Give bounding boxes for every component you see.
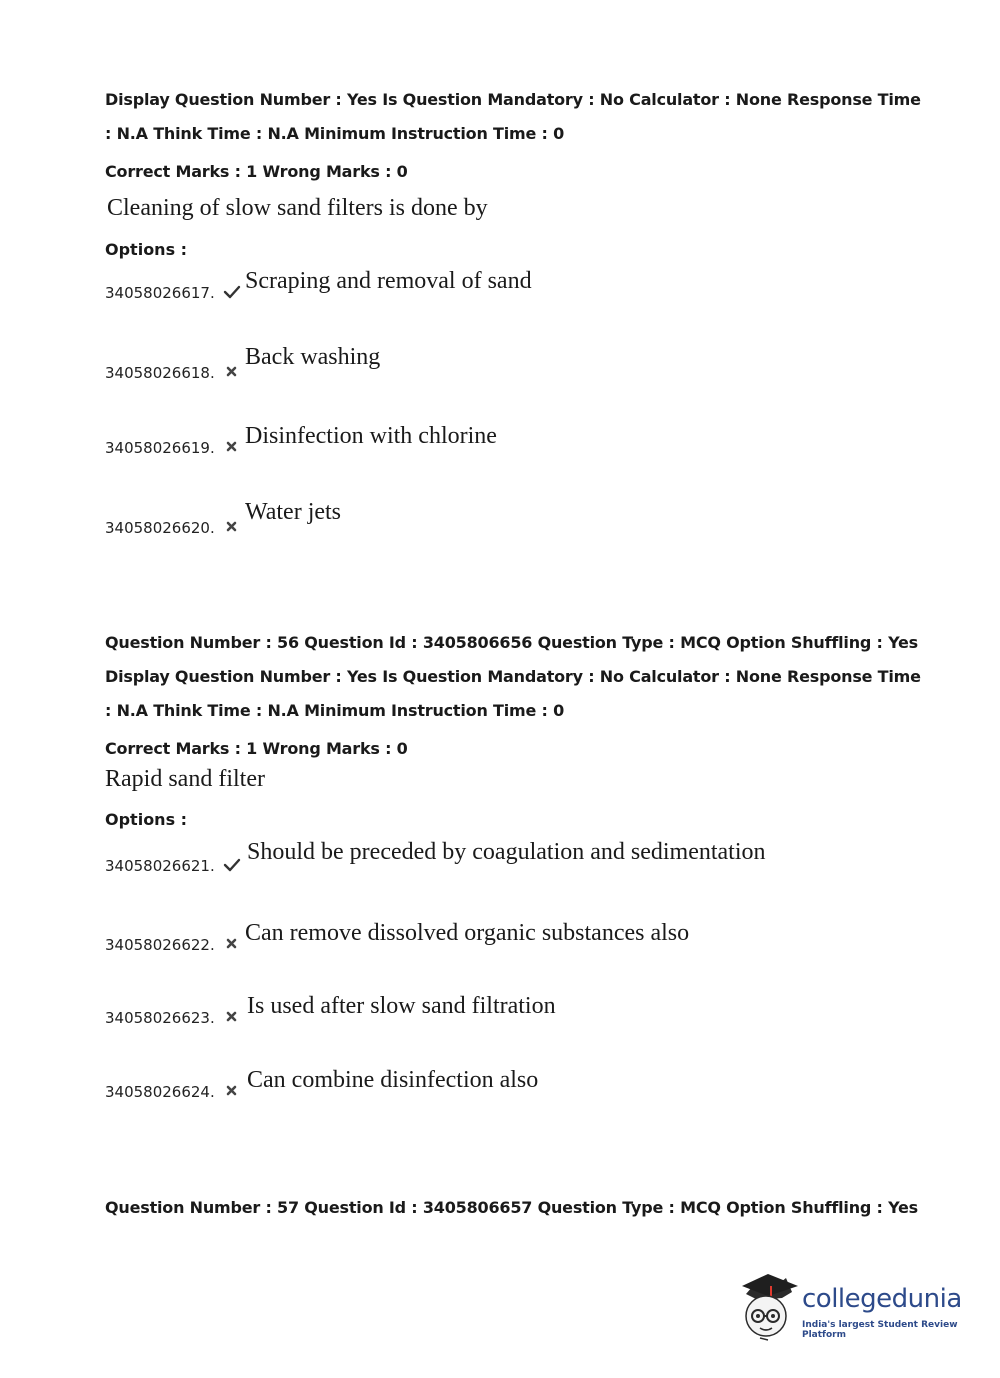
cross-icon: [223, 936, 241, 952]
marks-line: Correct Marks : 1 Wrong Marks : 0: [105, 739, 408, 758]
option-id: 34058026624.: [105, 1083, 215, 1101]
cross-icon: [223, 1083, 241, 1099]
option-text: Water jets: [245, 499, 342, 525]
check-icon: [223, 857, 241, 873]
option-id: 34058026620.: [105, 519, 215, 537]
options-label: Options :: [105, 240, 188, 259]
option-item: [105, 1061, 905, 1101]
options-label: Options :: [105, 810, 188, 829]
cross-icon: [223, 439, 241, 455]
collegedunia-logo[interactable]: [740, 1272, 970, 1342]
option-item: [105, 987, 905, 1027]
logo-wordmark: collegedunia: [802, 1284, 962, 1314]
option-text: Scraping and removal of sand: [245, 268, 532, 294]
option-id: 34058026621.: [105, 857, 215, 875]
option-text: Should be preceded by coagulation and sedimentation: [247, 839, 766, 865]
marks-line: Correct Marks : 1 Wrong Marks : 0: [105, 162, 408, 181]
meta-line: : N.A Think Time : N.A Minimum Instruction Time : 0: [105, 701, 565, 720]
option-id: 34058026618.: [105, 364, 215, 382]
option-item: [105, 914, 905, 954]
meta-line: Display Question Number : Yes Is Question Mandatory : No Calculator : None Response Time: [105, 667, 921, 686]
question-meta: [105, 1191, 925, 1225]
meta-line: Display Question Number : Yes Is Question Mandatory : No Calculator : None Response Time: [105, 90, 921, 109]
option-id: 34058026622.: [105, 936, 215, 954]
mascot-icon: [740, 1272, 800, 1344]
option-id: 34058026623.: [105, 1009, 215, 1027]
option-id: 34058026619.: [105, 439, 215, 457]
cross-icon: [223, 1009, 241, 1025]
question-text: Cleaning of slow sand filters is done by: [107, 195, 488, 221]
option-item: [105, 417, 905, 457]
cross-icon: [223, 519, 241, 535]
question-meta: [105, 626, 925, 766]
option-item: [105, 497, 905, 537]
question-meta: [105, 83, 925, 189]
option-text: Can remove dissolved organic substances also: [245, 920, 690, 946]
option-item: [105, 835, 905, 875]
meta-line: : N.A Think Time : N.A Minimum Instruction Time : 0: [105, 124, 565, 143]
option-text: Can combine disinfection also: [247, 1067, 539, 1093]
check-icon: [223, 284, 241, 300]
option-text: Back washing: [245, 344, 381, 370]
option-item: [105, 262, 905, 302]
question-header: Question Number : 56 Question Id : 3405806656 Question Type : MCQ Option Shuffling : Yes: [105, 633, 918, 652]
question-text: Rapid sand filter: [105, 766, 265, 792]
question-header: Question Number : 57 Question Id : 3405806657 Question Type : MCQ Option Shuffling : Yes: [105, 1198, 918, 1217]
option-item: [105, 342, 905, 382]
logo-tagline: India's largest Student Review Platform: [802, 1320, 958, 1340]
option-text: Disinfection with chlorine: [245, 423, 497, 449]
option-id: 34058026617.: [105, 284, 215, 302]
cross-icon: [223, 364, 241, 380]
option-text: Is used after slow sand filtration: [247, 993, 556, 1019]
